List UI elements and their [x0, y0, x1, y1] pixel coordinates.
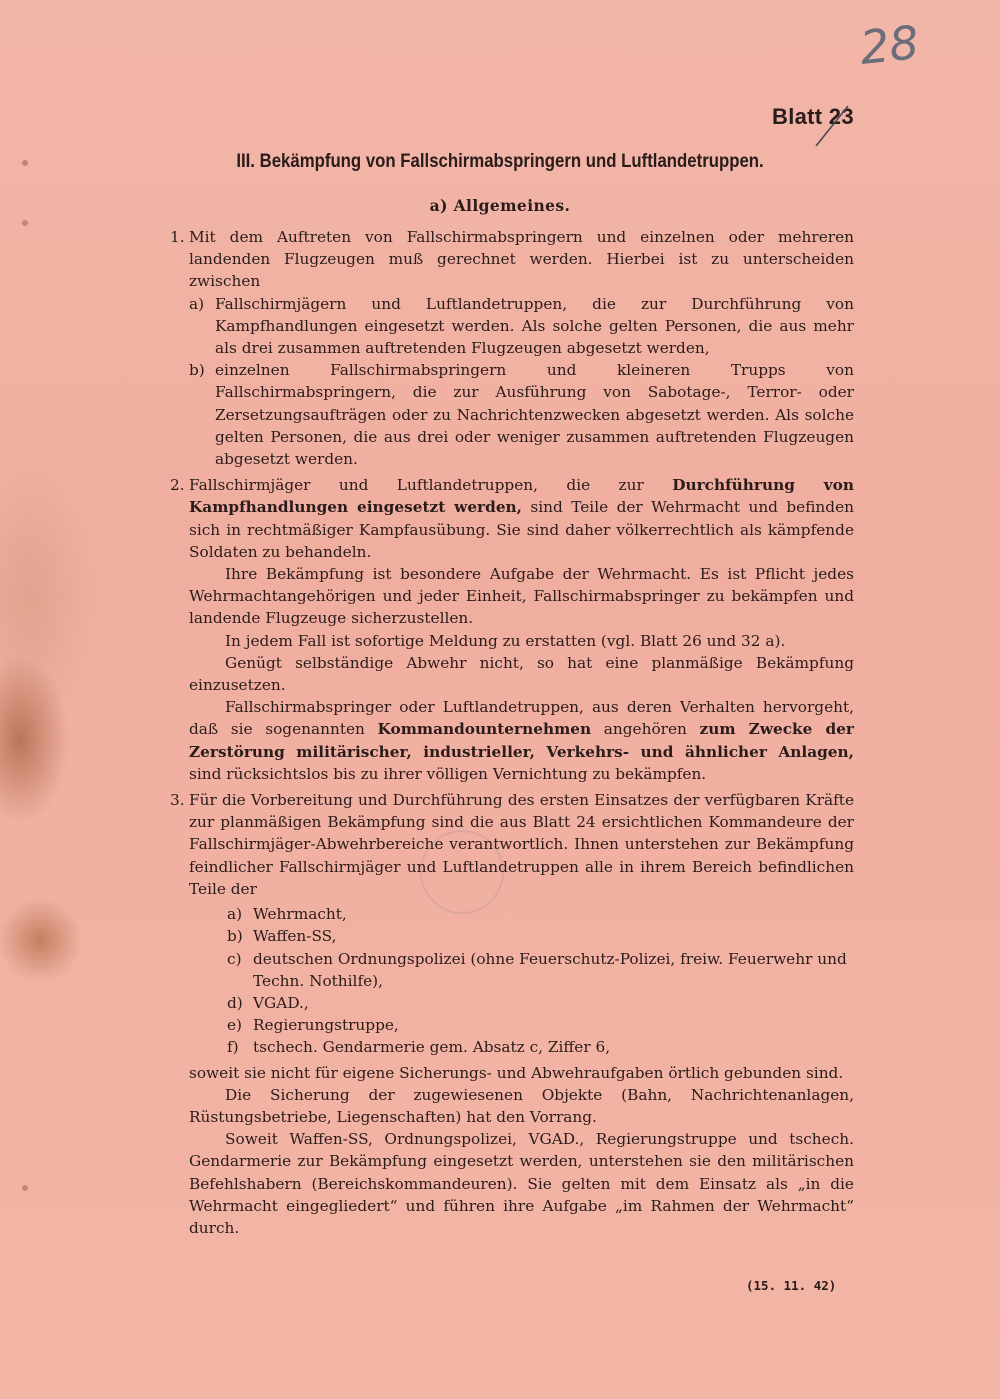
punch-hole	[22, 160, 28, 166]
sheet-number: Blatt 23	[772, 104, 854, 129]
sub-item-text: einzelnen Fallschirmabspringern und kleineren Trupps von Fallschirmabspringern, die zur Ausführung von Sabotage-, Terror- oder Zersetzungsaufträgen oder zu Nachrichtenzwecken abgesetzt werden. Als solche gelten Personen, die aus drei oder weniger zusammen auftretenden Flugzeugen abgesetzt werden.	[215, 361, 854, 469]
list-item	[189, 1014, 854, 1036]
sub-item-label: b)	[189, 361, 205, 380]
paragraph-text: Ihre Bekämpfung ist besondere Aufgabe der Wehrmacht. Es ist Pflicht jedes Wehrmachtangehörigen und jeder Einheit, Fallschirmabspringer zu bekämpfen und landende Flugzeuge sicherzustellen.	[189, 565, 854, 628]
paragraph-1	[170, 226, 854, 470]
paragraph-text: Soweit Waffen-SS, Ordnungspolizei, VGAD., Regierungstruppe und tschech. Gendarmerie zur Bekämpfung eingesetzt werden, unterstehen sie den militärischen Befehlshabern (Bereichskommandeuren). Sie gelten mit dem Einsatz als „in die Wehrmacht eingegliedert“ und führen ihre Aufgabe „im Rahmen der Wehrmacht“ durch.	[189, 1130, 854, 1237]
bold-text-run: Durchführung von Kampfhandlungen eingesetzt werden,	[189, 476, 854, 517]
paragraph-number: 1.	[170, 228, 185, 246]
paragraph-text: Die Sicherung der zugewiesenen Objekte (Bahn, Nachrichtenanlagen, Rüstungsbetriebe, Liegenschaften) hat den Vorrang.	[189, 1085, 854, 1126]
text-run: sind Teile der Wehrmacht und befinden sich in rechtmäßiger Kampfausübung. Sie sind daher völkerrechtlich als kämpfende Soldaten zu behandeln.	[189, 498, 854, 561]
paragraph-3	[170, 789, 854, 1239]
sub-item-text: Fallschirmjägern und Luftlandetruppen, die zur Durchführung von Kampfhandlungen eingesetzt werden. Als solche gelten Personen, die aus mehr als drei zusammen auftretenden Flugzeugen abgesetzt werden,	[215, 294, 854, 358]
paragraph-text: Für die Vorbereitung und Durchführung des ersten Einsatzes der verfügbaren Kräfte zur planmäßigen Bekämpfung sind die aus Blatt 24 ersichtlichen Kommandeure der Fallschirmjäger-Abwehrbereiche verantwortlich. Ihnen unterstehen zur Bekämpfung feindlicher Fallschirmjäger und Luftlandetruppen alle in ihrem Bereich befindlichen Teile der	[189, 791, 854, 898]
paragraph-text	[189, 474, 854, 563]
paragraph-2	[170, 474, 854, 785]
paragraph-text: soweit sie nicht für eigene Sicherungs- und Abwehraufgaben örtlich gebunden sind.	[189, 1063, 844, 1082]
list-item	[189, 948, 854, 992]
sub-item-a	[189, 293, 854, 360]
list-item-label: e)	[227, 1016, 243, 1035]
text-run: Fallschirmjäger und Luftlandetruppen, die zur	[189, 476, 673, 495]
punch-hole	[22, 220, 28, 226]
paragraph-text: In jedem Fall ist sofortige Meldung zu erstatten (vgl. Blatt 26 und 32 a).	[225, 631, 786, 650]
list-item-label: d)	[227, 993, 243, 1012]
pencil-strike-mark	[812, 100, 852, 150]
sub-item-label: a)	[189, 294, 205, 313]
handwritten-folio-number: 28	[857, 15, 922, 75]
text-run: Fallschirmabspringer oder Luftlandetruppen, aus deren Verhalten hervorgeht, daß sie sogenannten	[189, 698, 854, 739]
list-item-text: tschech. Gendarmerie gem. Absatz c, Ziffer 6,	[253, 1038, 611, 1057]
list-item-label: f)	[227, 1038, 239, 1057]
list-item-text: Wehrmacht,	[253, 905, 347, 924]
list-item	[189, 992, 854, 1014]
list-item-text: VGAD.,	[253, 993, 309, 1012]
paragraph-text: Genügt selbständige Abwehr nicht, so hat eine planmäßige Bekämpfung einzusetzen.	[189, 653, 854, 695]
list-item	[189, 1036, 854, 1058]
document-body	[170, 226, 854, 1243]
bold-text-run: Kommandounternehmen	[377, 720, 592, 739]
list-item-label: c)	[227, 949, 242, 968]
paragraph-text: Mit dem Auftreten von Fallschirmabspringern und einzelnen oder mehreren landenden Flugzeugen muß gerechnet werden. Hierbei ist zu unterscheiden zwischen	[189, 228, 854, 291]
punch-hole	[22, 1185, 28, 1191]
list-item-text: deutschen Ordnungspolizei (ohne Feuerschutz-Polizei, freiw. Feuerwehr und Techn. Nothilfe),	[253, 949, 847, 990]
bold-text-run: zum Zwecke der Zerstörung militärischer, industrieller, Verkehrs- und ähnlicher Anlagen,	[189, 720, 854, 761]
list-item	[189, 903, 854, 925]
list-item-text: Regierungstruppe,	[253, 1016, 399, 1035]
list-item-label: a)	[227, 905, 243, 924]
unit-list	[189, 903, 854, 1058]
paragraph-text	[189, 696, 854, 785]
list-item	[189, 925, 854, 947]
section-title: III. Bekämpfung von Fallschirmabspringern und Luftlandetruppen.	[236, 150, 764, 172]
list-item-label: b)	[227, 927, 243, 946]
paragraph-number: 3.	[170, 791, 185, 810]
paragraph-number: 2.	[170, 476, 185, 495]
list-item-text: Waffen-SS,	[253, 927, 337, 946]
text-run: sind rücksichtslos bis zu ihrer völligen Vernichtung zu bekämpfen.	[189, 764, 707, 783]
text-run: angehören	[591, 720, 700, 739]
subsection-title: a) Allgemeines.	[429, 196, 571, 215]
sub-item-b	[189, 359, 854, 470]
document-date: (15. 11. 42)	[746, 1278, 837, 1293]
